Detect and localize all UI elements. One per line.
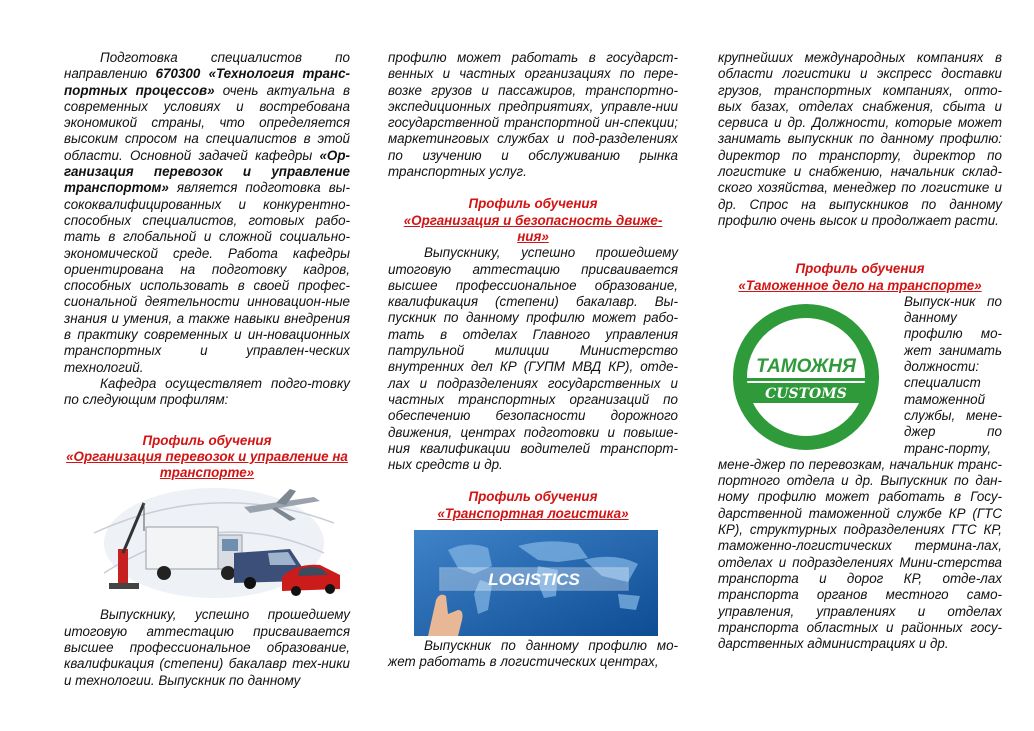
profile-2-text: Выпускнику, успешно прошедшему итоговую аттестацию присваивается высшее профессиональное образование, квалификация (степени) бакалавр. Вы-пускник по данному профилю может рабо-тать в отделах Главного управления патрульной милиции Министерство внутренних дел КР (ГУПМ МВД КР), отде-лах и подразделениях государственных и частных транспортных организаций по обеспечению безопасности дорожного движения, центрах подготовки и повыше-ния квалификации водителей транспорт-ных средств и др. [388,245,678,473]
column-3 [718,50,1002,652]
intro-text-program: 670300 «Технология транс-портных процессов» [64,66,350,98]
col3-continued-text: крупнейших международных компаниях в области логистики и экспресс доставки грузов, транспортных компаниях, опто-вых базах, отделах снабжения, сбыта и сервиса и др. Должности, которые может занимать выпускник по данному профилю: директор по транспорту, директор по логистике и снабжению, начальник склад-ского хозяйства, менеджер по логистике и др. Спрос на выпускников по данному профилю очень высок и продолжает расти. [718,50,1002,228]
profile-heading-4 [718,261,1002,294]
profile-heading-2-label: Профиль обучения [468,196,598,212]
column-2 [388,50,678,671]
profile-heading-2 [388,196,678,245]
profile-heading-1 [64,433,350,482]
profile-heading-3-label: Профиль обучения [468,489,598,505]
column-1 [64,50,350,689]
profiles-intro: Кафедра осуществляет подго-товку по следующим профилям: [64,375,350,408]
profile-heading-2-title: «Организация и безопасность движе-ния» [403,212,663,244]
intro-text-e: является подготовка вы-сококвалифицированных и конкурентно-способных специалистов, готовых рабо-тать в глобальной и сложной социально-экономической среде. Работа кафедры ориентирована на подготовку кадров, способных использовать в своей профес-сиональной деятельности инновацион-ные знания и умения, а также навыки внедрения в практику современных и ин-новационных транспортных и управлен-ческих технологий. [64,180,350,375]
intro-paragraph [64,50,350,376]
profile-heading-4-label: Профиль обучения [795,261,925,277]
profile-heading-1-title: «Организация перевозок и управление на транспорте» [66,448,348,481]
col2-continued-text: профилю может работать в государст-венных и частных организациях по пере-возке грузов и пассажиров, транспортно-экспедиционных предприятиях, управле-нии государственной транспортной ин-спекции; маркетинговых службах и под-разделениях по изучению и обслуживанию рынка транспортных услуг. [388,50,678,180]
intro-text-department: «Ор-ганизация перевозок и управление транспортом» [64,147,350,196]
profile-3-text: Выпускник по данному профилю мо-жет работать в логистических центрах, [388,638,678,670]
customs-ring-icon [740,311,872,443]
customs-logo-bottom-text: CUSTOMS [765,385,847,402]
profile-4-text: Выпуск-ник по данному профилю мо-жет занимать должности: специалист таможенной службы, мене-джер по транс-порту, мене-джер по перевозкам, начальник транс-портного отдела и др. Выпускник по дан-ному профилю может работать в Госу-дарственной таможенной службе КР (ГТС КР), структурных подразделениях ГТС КР, таможенно-логистических термина-лах, отделах и подразделениях Мини-стерства транспорта и дорог КР, отде-лах транспорта органов местного само-управления, управлениях и отделах транспорта областных и районных госу-дарственных администрациях и др. [718,293,1002,652]
intro-text-a: Подготовка специалистов по направлению [64,50,350,82]
profile-heading-1-label: Профиль обучения [142,432,272,448]
profile-heading-3-title: «Транспортная логистика» [437,505,629,521]
transport-vehicles-image [64,483,350,603]
intro-text-c: очень актуальна в современных условиях и востребована экономикой страны, что определяется высоким спросом на специалистов в этой области. Основной задачей кафедры [64,82,350,163]
logistics-image [388,530,678,636]
customs-logo [720,302,898,452]
customs-logo-top-text: ТАМОЖНЯ [756,355,856,377]
profile-1-text: Выпускнику, успешно прошедшему итоговую аттестацию присваивается высшее профессиональное образование, квалификация (степени) бакалавр тех-ники и технологии. Выпускник по данному [64,607,350,688]
logistics-label: LOGISTICS [488,570,580,590]
profile-heading-4-title: «Таможенное дело на транспорте» [738,277,982,293]
profile-heading-3 [388,489,678,522]
